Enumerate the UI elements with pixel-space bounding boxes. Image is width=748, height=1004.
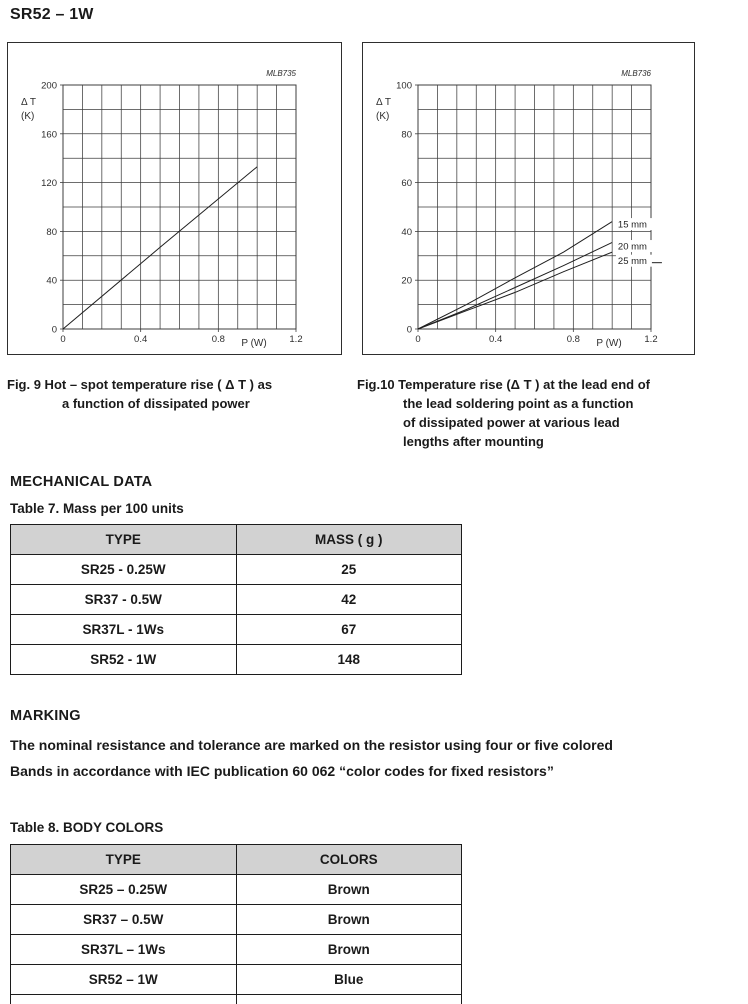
fig10-chart (362, 42, 695, 355)
table-cell: SR37L - 1Ws (11, 615, 237, 645)
x-tick-label: 0.8 (566, 334, 580, 345)
table-cell: Brown (236, 875, 462, 905)
x-tick-label: 0 (60, 334, 66, 345)
y-tick-label: 40 (46, 275, 57, 287)
table-header-cell: TYPE (11, 845, 237, 875)
fig10-caption-line: Fig.10 Temperature rise (Δ T ) at the lead end of (357, 377, 650, 392)
mass-table (10, 524, 462, 675)
table-row (11, 645, 462, 675)
table-header-cell: COLORS (236, 845, 462, 875)
x-tick-label: 1.2 (289, 334, 303, 345)
table-row-partial (11, 995, 462, 1004)
x-tick-label: 0.8 (211, 334, 225, 345)
x-tick-label: 1.2 (644, 334, 658, 345)
mechanical-data-heading: MECHANICAL DATA (10, 474, 153, 490)
y-axis-label: Δ T (21, 97, 37, 108)
fig9-chart (7, 42, 342, 355)
table-cell: 67 (236, 615, 462, 645)
table8-title: Table 8. BODY COLORS (10, 820, 164, 835)
table-cell: 148 (236, 645, 462, 675)
chart-svg (363, 43, 694, 354)
y-tick-label: 0 (406, 324, 412, 336)
fig10-caption-line: of dissipated power at various lead (403, 415, 620, 430)
y-tick-label: 80 (401, 129, 412, 141)
x-tick-label: 0 (415, 334, 421, 345)
fig9-caption (7, 375, 272, 413)
x-axis-label: P (W) (596, 338, 622, 349)
table-cell: SR25 – 0.25W (11, 875, 237, 905)
table-row (11, 905, 462, 935)
table-cell: SR37 - 0.5W (11, 585, 237, 615)
fig10-caption-line: lengths after mounting (403, 434, 544, 449)
table7-title: Table 7. Mass per 100 units (10, 501, 184, 516)
y-axis-label: (K) (21, 111, 35, 122)
y-tick-label: 60 (401, 178, 412, 190)
table-cell: 25 (236, 555, 462, 585)
series-label: 25 mm (617, 256, 647, 268)
chart-code-label: MLB735 (266, 69, 296, 78)
table-row (11, 585, 462, 615)
table-row (11, 965, 462, 995)
table-cell: 42 (236, 585, 462, 615)
y-tick-label: 40 (401, 226, 412, 238)
table-cell (11, 995, 237, 1004)
y-tick-label: 100 (396, 80, 412, 92)
table-row (11, 935, 462, 965)
table-header-cell: TYPE (11, 525, 237, 555)
series-label: 20 mm (617, 241, 647, 253)
y-tick-label: 200 (41, 80, 57, 92)
table-cell: SR52 – 1W (11, 965, 237, 995)
marking-paragraph (10, 737, 613, 789)
table-cell: Brown (236, 905, 462, 935)
y-tick-label: 80 (46, 226, 57, 238)
series-label: 15 mm (617, 219, 647, 231)
y-tick-label: 120 (41, 178, 57, 190)
fig10-caption (357, 375, 650, 451)
y-axis-label: Δ T (376, 97, 392, 108)
body-colors-table (10, 844, 462, 1004)
x-axis-label: P (W) (241, 338, 267, 349)
fig9-caption-line: Fig. 9 Hot – spot temperature rise ( Δ T ) as (7, 377, 273, 392)
x-tick-label: 0.4 (134, 334, 148, 345)
table-cell: SR25 - 0.25W (11, 555, 237, 585)
table-cell (236, 995, 462, 1004)
chart-code-label: MLB736 (621, 69, 651, 78)
table-header-cell: MASS ( g ) (236, 525, 462, 555)
y-tick-label: 160 (41, 129, 57, 141)
marking-text-line: The nominal resistance and tolerance are marked on the resistor using four or five colored (10, 737, 613, 753)
marking-text-line: Bands in accordance with IEC publication 60 062 “color codes for fixed resistors” (10, 763, 554, 779)
table-row (11, 875, 462, 905)
page-title: SR52 – 1W (10, 6, 94, 23)
table-cell: SR37 – 0.5W (11, 905, 237, 935)
chart-svg (8, 43, 341, 354)
table-cell: SR52 - 1W (11, 645, 237, 675)
marking-heading: MARKING (10, 708, 81, 724)
fig9-caption-line: a function of dissipated power (62, 396, 250, 411)
table-row (11, 555, 462, 585)
y-tick-label: 20 (401, 275, 412, 287)
table-cell: Brown (236, 935, 462, 965)
table-header-row (11, 845, 462, 875)
table-cell: Blue (236, 965, 462, 995)
table-row (11, 615, 462, 645)
y-axis-label: (K) (376, 111, 390, 122)
table-cell: SR37L – 1Ws (11, 935, 237, 965)
x-tick-label: 0.4 (489, 334, 503, 345)
fig10-caption-line: the lead soldering point as a function (403, 396, 634, 411)
y-tick-label: 0 (51, 324, 57, 336)
table-header-row (11, 525, 462, 555)
